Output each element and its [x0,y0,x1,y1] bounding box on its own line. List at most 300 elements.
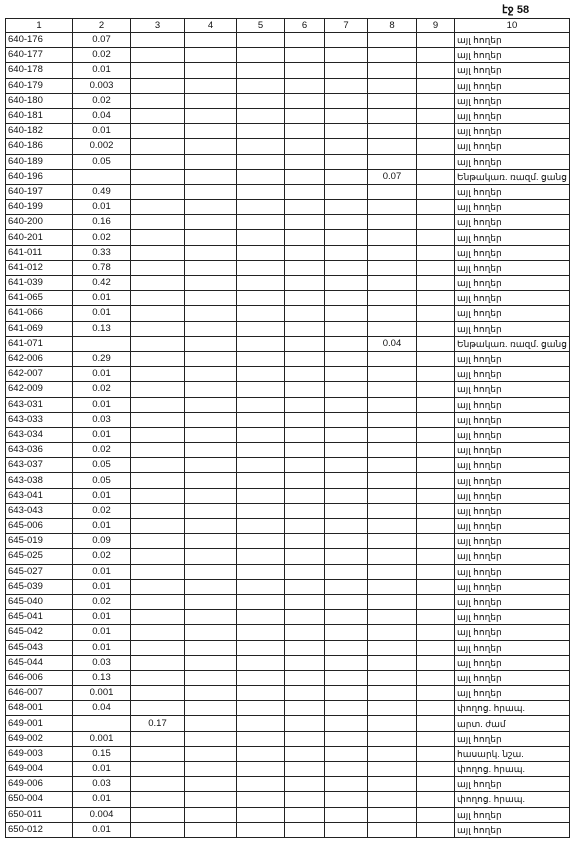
cell-col-8 [368,792,417,807]
cell-col-6 [285,807,325,822]
cell-col-10: այլ հողեր [455,351,570,366]
table-row [6,367,570,382]
cell-col-9 [417,351,455,366]
table-row [6,412,570,427]
cell-col-1: 640-178 [6,63,73,78]
cell-col-10: այլ հողեր [455,306,570,321]
cell-col-7 [325,63,368,78]
cell-col-8 [368,625,417,640]
table-row [6,93,570,108]
cell-col-4 [185,412,237,427]
table-row [6,215,570,230]
cell-col-5 [237,746,285,761]
cell-col-1: 643-036 [6,443,73,458]
cell-col-1: 649-004 [6,762,73,777]
cell-col-3 [131,397,185,412]
column-header-10: 10 [455,19,570,33]
cell-col-5 [237,184,285,199]
header-row [6,19,570,33]
cell-col-4 [185,139,237,154]
cell-col-2: 0.02 [73,382,131,397]
table-row [6,200,570,215]
cell-col-1: 646-006 [6,670,73,685]
cell-col-3 [131,777,185,792]
cell-col-8 [368,48,417,63]
cell-col-10: այլ հողեր [455,670,570,685]
cell-col-2: 0.002 [73,139,131,154]
table-row [6,184,570,199]
cell-col-3 [131,458,185,473]
table-row [6,443,570,458]
cell-col-1: 645-025 [6,549,73,564]
cell-col-1: 641-039 [6,276,73,291]
cell-col-10: այլ հողեր [455,640,570,655]
table-row [6,276,570,291]
cell-col-6 [285,336,325,351]
cell-col-10: այլ հողեր [455,777,570,792]
cell-col-2: 0.01 [73,564,131,579]
cell-col-5 [237,306,285,321]
cell-col-7 [325,807,368,822]
cell-col-6 [285,184,325,199]
cell-col-2: 0.05 [73,154,131,169]
cell-col-1: 649-002 [6,731,73,746]
cell-col-4 [185,367,237,382]
cell-col-7 [325,169,368,184]
cell-col-2: 0.01 [73,427,131,442]
cell-col-3 [131,200,185,215]
cell-col-10: այլ հողեր [455,260,570,275]
cell-col-7 [325,670,368,685]
cell-col-7 [325,534,368,549]
cell-col-3 [131,291,185,306]
cell-col-10: փողոց. հրապ. [455,792,570,807]
cell-col-6 [285,701,325,716]
cell-col-9 [417,215,455,230]
cell-col-3 [131,321,185,336]
cell-col-3 [131,762,185,777]
cell-col-9 [417,306,455,321]
cell-col-5 [237,625,285,640]
cell-col-7 [325,625,368,640]
cell-col-1: 640-182 [6,124,73,139]
cell-col-5 [237,655,285,670]
cell-col-3 [131,306,185,321]
cell-col-6 [285,473,325,488]
cell-col-9 [417,488,455,503]
cell-col-5 [237,291,285,306]
cell-col-5 [237,762,285,777]
cell-col-7 [325,124,368,139]
cell-col-8 [368,701,417,716]
cell-col-9 [417,807,455,822]
cell-col-10: այլ հողեր [455,610,570,625]
cell-col-5 [237,503,285,518]
cell-col-8 [368,63,417,78]
cell-col-9 [417,519,455,534]
cell-col-3 [131,701,185,716]
cell-col-4 [185,701,237,716]
cell-col-8 [368,579,417,594]
cell-col-10: այլ հողեր [455,731,570,746]
cell-col-9 [417,473,455,488]
cell-col-8 [368,716,417,731]
table-row [6,807,570,822]
cell-col-2: 0.02 [73,443,131,458]
cell-col-2: 0.01 [73,792,131,807]
cell-col-10: այլ հողեր [455,427,570,442]
cell-col-3 [131,412,185,427]
cell-col-2: 0.04 [73,701,131,716]
cell-col-8 [368,276,417,291]
cell-col-10: Ենթակառ. ռազմ. ցանց [455,169,570,184]
cell-col-1: 643-034 [6,427,73,442]
cell-col-6 [285,534,325,549]
cell-col-2: 0.33 [73,245,131,260]
cell-col-6 [285,169,325,184]
cell-col-10: այլ հողեր [455,200,570,215]
cell-col-5 [237,822,285,837]
cell-col-6 [285,291,325,306]
cell-col-2: 0.01 [73,397,131,412]
cell-col-7 [325,443,368,458]
cell-col-2: 0.02 [73,549,131,564]
cell-col-5 [237,63,285,78]
cell-col-7 [325,108,368,123]
cell-col-2: 0.003 [73,78,131,93]
cell-col-1: 640-200 [6,215,73,230]
cell-col-10: այլ հողեր [455,154,570,169]
cell-col-2: 0.01 [73,822,131,837]
cell-col-7 [325,321,368,336]
cell-col-1: 645-019 [6,534,73,549]
cell-col-2: 0.03 [73,777,131,792]
cell-col-1: 640-197 [6,184,73,199]
cell-col-3 [131,746,185,761]
cell-col-4 [185,686,237,701]
cell-col-4 [185,245,237,260]
cell-col-9 [417,503,455,518]
cell-col-8 [368,382,417,397]
cell-col-9 [417,245,455,260]
cell-col-2: 0.13 [73,670,131,685]
cell-col-2: 0.05 [73,458,131,473]
cell-col-10: այլ հողեր [455,519,570,534]
table-body [6,33,570,838]
cell-col-10: այլ հողեր [455,230,570,245]
cell-col-4 [185,731,237,746]
cell-col-4 [185,822,237,837]
cell-col-2: 0.15 [73,746,131,761]
cell-col-7 [325,48,368,63]
cell-col-8 [368,184,417,199]
table-row [6,78,570,93]
cell-col-9 [417,93,455,108]
cell-col-3 [131,33,185,48]
cell-col-3 [131,245,185,260]
cell-col-4 [185,488,237,503]
cell-col-8 [368,154,417,169]
cell-col-3 [131,594,185,609]
cell-col-5 [237,321,285,336]
cell-col-10: այլ հողեր [455,93,570,108]
cell-col-1: 640-201 [6,230,73,245]
cell-col-8 [368,351,417,366]
cell-col-10: այլ հողեր [455,625,570,640]
cell-col-7 [325,519,368,534]
cell-col-3 [131,473,185,488]
cell-col-4 [185,321,237,336]
cell-col-10: այլ հողեր [455,564,570,579]
cell-col-9 [417,701,455,716]
cell-col-3 [131,108,185,123]
cell-col-9 [417,169,455,184]
cell-col-10: այլ հողեր [455,458,570,473]
table-row [6,382,570,397]
cell-col-6 [285,625,325,640]
cell-col-2: 0.01 [73,200,131,215]
table-row [6,321,570,336]
table-row [6,792,570,807]
cell-col-8 [368,822,417,837]
table-row [6,291,570,306]
table-row [6,777,570,792]
cell-col-3 [131,640,185,655]
table-row [6,610,570,625]
cell-col-2: 0.01 [73,762,131,777]
cell-col-10: այլ հողեր [455,655,570,670]
cell-col-8 [368,488,417,503]
cell-col-1: 640-199 [6,200,73,215]
cell-col-1: 648-001 [6,701,73,716]
cell-col-3 [131,822,185,837]
cell-col-2: 0.01 [73,367,131,382]
cell-col-4 [185,594,237,609]
cell-col-3 [131,655,185,670]
cell-col-1: 643-031 [6,397,73,412]
cell-col-9 [417,534,455,549]
cell-col-6 [285,33,325,48]
table-row [6,169,570,184]
cell-col-7 [325,230,368,245]
cell-col-3 [131,792,185,807]
cell-col-4 [185,306,237,321]
cell-col-8 [368,230,417,245]
table-row [6,351,570,366]
cell-col-5 [237,245,285,260]
cell-col-1: 640-180 [6,93,73,108]
cell-col-5 [237,807,285,822]
cell-col-7 [325,427,368,442]
cell-col-10: այլ հողեր [455,321,570,336]
cell-col-9 [417,792,455,807]
cell-col-6 [285,139,325,154]
table-row [6,33,570,48]
cell-col-5 [237,33,285,48]
cell-col-10: փողոց. հրապ. [455,701,570,716]
column-header-2: 2 [73,19,131,33]
cell-col-9 [417,321,455,336]
cell-col-1: 641-069 [6,321,73,336]
cell-col-10: այլ հողեր [455,48,570,63]
cell-col-2: 0.49 [73,184,131,199]
cell-col-10: այլ հողեր [455,534,570,549]
cell-col-8 [368,215,417,230]
cell-col-5 [237,458,285,473]
cell-col-9 [417,427,455,442]
cell-col-6 [285,367,325,382]
cell-col-8 [368,534,417,549]
cell-col-10: այլ հողեր [455,594,570,609]
cell-col-3 [131,230,185,245]
cell-col-5 [237,716,285,731]
cell-col-9 [417,762,455,777]
cell-col-6 [285,594,325,609]
column-header-4: 4 [185,19,237,33]
cell-col-7 [325,154,368,169]
cell-col-4 [185,579,237,594]
cell-col-8 [368,503,417,518]
cell-col-7 [325,473,368,488]
cell-col-8 [368,427,417,442]
cell-col-4 [185,397,237,412]
cell-col-4 [185,215,237,230]
cell-col-4 [185,382,237,397]
cell-col-7 [325,716,368,731]
cell-col-4 [185,78,237,93]
cell-col-1: 642-007 [6,367,73,382]
table-row [6,139,570,154]
cell-col-10: այլ հողեր [455,184,570,199]
cell-col-4 [185,169,237,184]
cell-col-5 [237,397,285,412]
cell-col-1: 645-044 [6,655,73,670]
cell-col-3 [131,534,185,549]
table-row [6,701,570,716]
cell-col-3: 0.17 [131,716,185,731]
cell-col-9 [417,382,455,397]
cell-col-3 [131,351,185,366]
cell-col-9 [417,549,455,564]
cell-col-6 [285,822,325,837]
cell-col-9 [417,108,455,123]
cell-col-2: 0.02 [73,48,131,63]
cell-col-1: 640-179 [6,78,73,93]
cell-col-7 [325,291,368,306]
cell-col-2: 0.001 [73,686,131,701]
cell-col-1: 641-071 [6,336,73,351]
cell-col-3 [131,139,185,154]
cell-col-5 [237,215,285,230]
cell-col-6 [285,93,325,108]
cell-col-6 [285,124,325,139]
cell-col-5 [237,427,285,442]
cell-col-10: այլ հողեր [455,124,570,139]
cell-col-4 [185,549,237,564]
table-row [6,48,570,63]
cell-col-8 [368,655,417,670]
cell-col-8 [368,549,417,564]
cell-col-1: 641-011 [6,245,73,260]
cell-col-2: 0.03 [73,412,131,427]
cell-col-7 [325,33,368,48]
cell-col-5 [237,169,285,184]
cell-col-8 [368,93,417,108]
cell-col-9 [417,63,455,78]
cell-col-3 [131,807,185,822]
cell-col-2: 0.01 [73,63,131,78]
cell-col-10: այլ հողեր [455,549,570,564]
cell-col-7 [325,306,368,321]
cell-col-3 [131,610,185,625]
cell-col-9 [417,336,455,351]
cell-col-6 [285,610,325,625]
cell-col-5 [237,610,285,625]
cell-col-5 [237,367,285,382]
cell-col-1: 640-176 [6,33,73,48]
cell-col-5 [237,124,285,139]
cell-col-2: 0.13 [73,321,131,336]
cell-col-5 [237,351,285,366]
cell-col-6 [285,382,325,397]
cell-col-9 [417,822,455,837]
cell-col-10: այլ հողեր [455,367,570,382]
cell-col-1: 640-181 [6,108,73,123]
table-row [6,564,570,579]
cell-col-4 [185,640,237,655]
cell-col-3 [131,686,185,701]
cell-col-9 [417,443,455,458]
cell-col-3 [131,488,185,503]
cell-col-1: 640-196 [6,169,73,184]
cell-col-10: այլ հողեր [455,215,570,230]
cell-col-9 [417,367,455,382]
cell-col-2: 0.01 [73,610,131,625]
cell-col-10: այլ հողեր [455,33,570,48]
cell-col-2: 0.01 [73,291,131,306]
cell-col-5 [237,731,285,746]
cell-col-1: 645-040 [6,594,73,609]
cell-col-6 [285,488,325,503]
cell-col-4 [185,792,237,807]
cell-col-4 [185,807,237,822]
cell-col-5 [237,686,285,701]
table-row [6,534,570,549]
cell-col-9 [417,412,455,427]
cell-col-5 [237,473,285,488]
cell-col-5 [237,640,285,655]
cell-col-6 [285,716,325,731]
cell-col-4 [185,777,237,792]
cell-col-10: այլ հողեր [455,63,570,78]
cell-col-8 [368,321,417,336]
table-row [6,731,570,746]
cell-col-4 [185,63,237,78]
cell-col-4 [185,670,237,685]
cell-col-1: 641-065 [6,291,73,306]
cell-col-8 [368,640,417,655]
cell-col-6 [285,458,325,473]
cell-col-2: 0.01 [73,625,131,640]
cell-col-4 [185,458,237,473]
cell-col-7 [325,260,368,275]
cell-col-2 [73,336,131,351]
cell-col-5 [237,382,285,397]
cell-col-1: 640-189 [6,154,73,169]
cell-col-9 [417,686,455,701]
cell-col-2: 0.16 [73,215,131,230]
cell-col-1: 650-011 [6,807,73,822]
